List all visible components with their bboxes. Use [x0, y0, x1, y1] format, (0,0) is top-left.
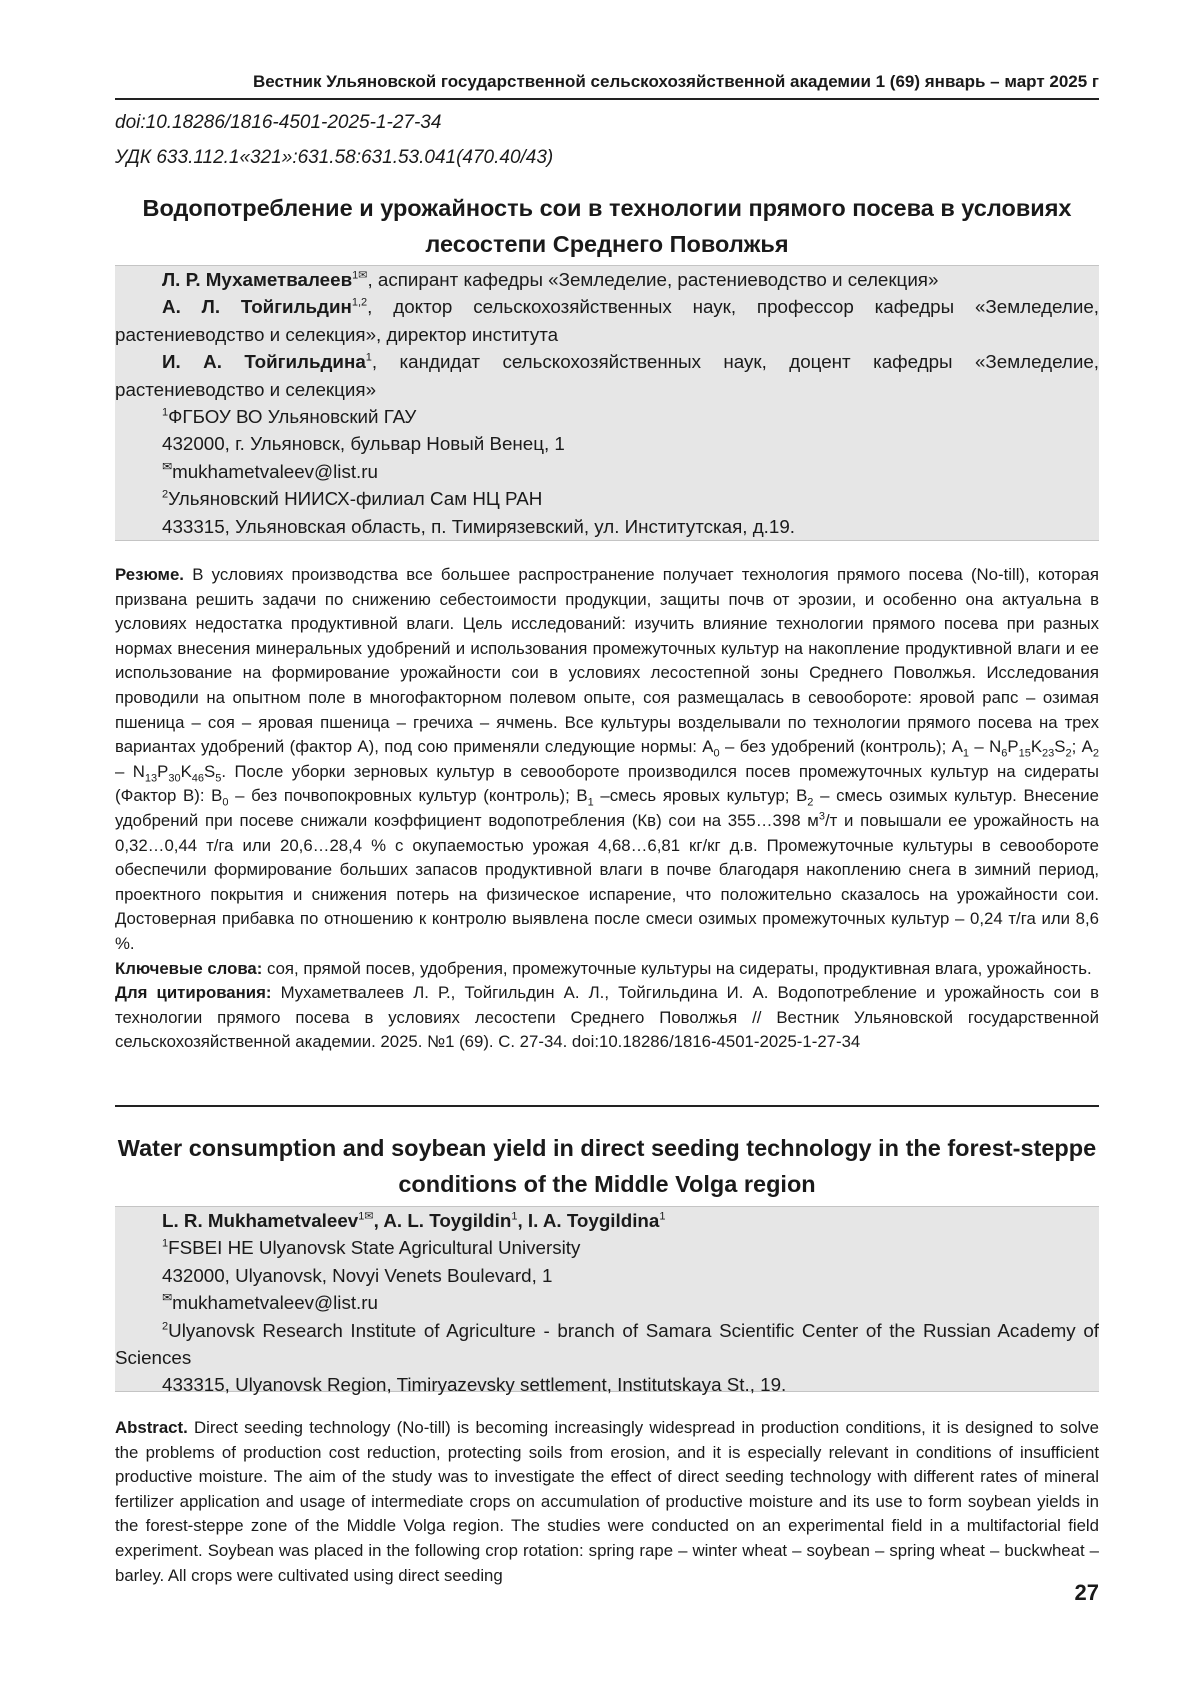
address-ru-2: 433315, Ульяновская область, п. Тимирязевский, ул. Институтская, д.19.	[115, 513, 1099, 540]
abstract-ru	[115, 563, 1099, 1055]
keywords-ru: Ключевые слова: соя, прямой посев, удобрения, промежуточные культуры на сидераты, продуктивная влага, урожайность.	[115, 957, 1099, 982]
author-ru-3	[115, 348, 1099, 403]
author-desc: , доктор сельскохозяйственных наук, профессор кафедры «Земледелие, растениеводство и селекция», директор института	[115, 296, 1099, 344]
envelope-icon: ✉	[162, 460, 172, 474]
authors-block-ru	[115, 265, 1099, 541]
page-number: 27	[115, 1580, 1099, 1606]
title-ru: Водопотребление и урожайность сои в технологии прямого посева в условиях лесостепи Среднего Поволжья	[115, 190, 1099, 262]
abstract-en-text: Abstract. Direct seeding technology (No-till) is becoming increasingly widespread in production conditions, it is designed to solve the problems of production cost reduction, protecting soils from erosion, and it is especially relevant in conditions of insufficient productive moisture. The aim of the study was to investigate the effect of direct seeding technology with different rates of mineral fertilizer application and usage of intermediate crops on accumulation of productive moisture and its use to form soybean yields in the forest-steppe zone of the Middle Volga region. The studies were conducted on an experimental field in a multifactorial field experiment. Soybean was placed in the following crop rotation: spring rape – winter wheat – soybean – spring wheat – buckwheat – barley. All crops were cultivated using direct seeding	[115, 1416, 1099, 1588]
author-desc: , аспирант кафедры «Земледелие, растениеводство и селекция»	[367, 269, 938, 290]
abstract-ru-text: Резюме. В условиях производства все большее распространение получает технология прямого посева (No-till), которая призвана решить задачи по снижению себестоимости продукции, защиты почв от эрозии, и особенно она актуальна в условиях недостатка продуктивной влаги. Цель исследований: изучить влияние технологии прямого посева при разных нормах внесения минеральных удобрений и использования промежуточных культур на накопление продуктивной влаги и ее использование на формирование урожайности сои в условиях лесостепной зоны Среднего Поволжья. Исследования проводили на опытном поле в многофакторном полевом опыте, соя размещалась в севообороте: яровой рапс – озимая пшеница – соя – яровая пшеница – гречиха – ячмень. Все культуры возделывали по технологии прямого посева на трех вариантах удобрений (фактор А), под сою применяли следующие нормы: А0 – без удобрений (контроль); А1 – N6P15K23S2; А2 – N13P30K46S5. После уборки зерновых культур в севообороте производился посев промежуточных культур на сидераты (Фактор В): В0 – без почвопокровных культур (контроль); В1 –смесь яровых культур; В2 – смесь озимых культур. Внесение удобрений при посеве снижали коэффициент водопотребления (Кв) сои на 355…398 м3/т и повышали ее урожайность на 0,32…0,44 т/га или 20,6…28,4 % с окупаемостью урожая 4,68…6,81 кг/кг д.в. Промежуточные культуры в севообороте обеспечили формирование больших запасов продуктивной влаги в почве благодаря накоплению снега в зимний период, проектного покрытия и снижения потерь на физическое испарение, что положительно сказалось на урожайности сои. Достоверная прибавка по отношению к контролю выявлена после смеси озимых промежуточных культур – 0,24 т/га или 8,6 %.	[115, 563, 1099, 957]
email-link[interactable]: mukhametvaleev@list.ru	[172, 1292, 378, 1313]
abstract-en	[115, 1416, 1099, 1588]
authors-en: L. R. Mukhametvaleev1✉, A. L. Toygildin1, I. A. Toygildina1	[115, 1207, 1099, 1234]
author-name: А. Л. Тойгильдин	[162, 296, 352, 317]
citation-ru: Для цитирования: Мухаметвалеев Л. Р., Тойгильдин А. Л., Тойгильдина И. А. Водопотребление и урожайность сои в технологии прямого посева в условиях лесостепи Среднего Поволжья // Вестник Ульяновской государственной сельскохозяйственной академии. 2025. №1 (69). С. 27-34. doi:10.18286/1816-4501-2025-1-27-34	[115, 981, 1099, 1055]
author-desc: , кандидат сельскохозяйственных наук, доцент кафедры «Земледелие, растениеводство и селекция»	[115, 351, 1099, 399]
author-sup: 1✉	[352, 270, 367, 282]
address-en-1: 432000, Ulyanovsk, Novyi Venets Boulevard, 1	[115, 1262, 1099, 1289]
title-en: Water consumption and soybean yield in direct seeding technology in the forest-steppe conditions of the Middle Volga region	[115, 1130, 1099, 1202]
email-link[interactable]: mukhametvaleev@list.ru	[172, 461, 378, 482]
author-ru-1	[115, 266, 1099, 293]
author-sup: 1,2	[352, 297, 367, 309]
email-en	[115, 1289, 1099, 1316]
journal-header: Вестник Ульяновской государственной сельскохозяйственной академии 1 (69) январь – март 2025 г	[115, 72, 1099, 92]
author-name: И. А. Тойгильдина	[162, 351, 366, 372]
author-ru-2	[115, 293, 1099, 348]
affiliation-ru-2: 2Ульяновский НИИСХ-филиал Сам НЦ РАН	[115, 485, 1099, 512]
affiliation-en-2: 2Ulyanovsk Research Institute of Agriculture - branch of Samara Scientific Center of the Russian Academy of Sciences	[115, 1317, 1099, 1372]
envelope-icon: ✉	[162, 1291, 172, 1305]
author-name: Л. Р. Мухаметвалеев	[162, 269, 352, 290]
doi: doi:10.18286/1816-4501-2025-1-27-34	[115, 112, 441, 134]
email-ru	[115, 458, 1099, 485]
affiliation-en-1: 1FSBEI HE Ulyanovsk State Agricultural University	[115, 1234, 1099, 1261]
author-sup: 1	[366, 352, 372, 364]
address-ru-1: 432000, г. Ульяновск, бульвар Новый Венец, 1	[115, 430, 1099, 457]
udk: УДК 633.112.1«321»:631.58:631.53.041(470.40/43)	[115, 147, 553, 169]
authors-block-en	[115, 1206, 1099, 1392]
section-divider	[115, 1105, 1099, 1107]
header-rule	[115, 98, 1099, 100]
address-en-2: 433315, Ulyanovsk Region, Timiryazevsky settlement, Institutskaya St., 19.	[115, 1371, 1099, 1398]
affiliation-ru-1: 1ФГБОУ ВО Ульяновский ГАУ	[115, 403, 1099, 430]
